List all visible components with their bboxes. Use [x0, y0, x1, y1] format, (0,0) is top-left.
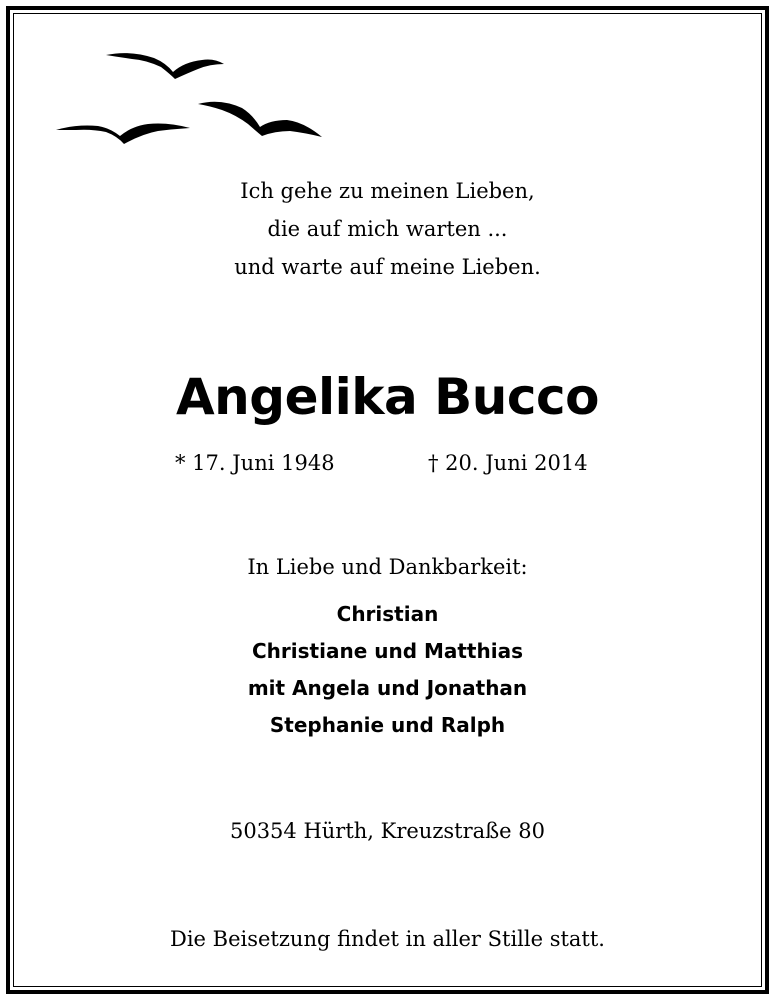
flying-birds-icon	[50, 40, 340, 160]
mourner-name: Stephanie und Ralph	[269, 713, 506, 737]
deceased-name: Angelika Bucco	[175, 368, 599, 426]
mourner-name: Christian	[336, 602, 439, 626]
funeral-note: Die Beisetzung findet in aller Stille statt.	[169, 927, 605, 951]
mourner-name: mit Angela und Jonathan	[247, 676, 528, 700]
poem-line: die auf mich warten ...	[267, 217, 508, 241]
mourners-list	[0, 596, 775, 744]
memorial-poem	[0, 172, 775, 286]
birth-date: * 17. Juni 1948	[175, 451, 335, 475]
mourner-name: Christiane und Matthias	[252, 639, 523, 663]
family-address: 50354 Hürth, Kreuzstraße 80	[229, 819, 546, 843]
death-date: † 20. Juni 2014	[428, 451, 588, 475]
mourners-intro: In Liebe und Dankbarkeit:	[247, 555, 528, 579]
poem-line: Ich gehe zu meinen Lieben,	[240, 179, 535, 203]
poem-line: und warte auf meine Lieben.	[234, 255, 541, 279]
